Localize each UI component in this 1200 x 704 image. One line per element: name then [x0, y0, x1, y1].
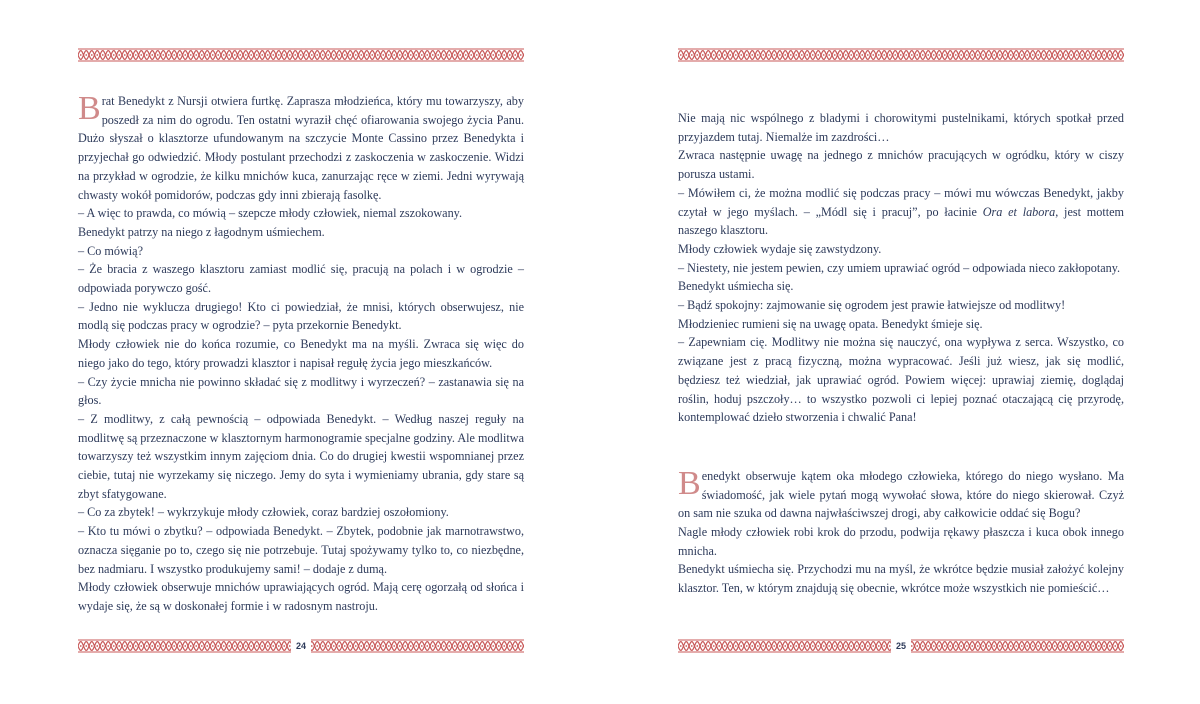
- paragraph: – A więc to prawda, co mówią – szepcze młody człowiek, niemal zszokowany.: [78, 206, 463, 221]
- paragraph: – Bądź spokojny: zajmowanie się ogrodem jest prawie łatwiejsze od modlitwy!: [678, 298, 1066, 313]
- drop-cap: B: [78, 90, 101, 127]
- right-page: [678, 0, 1124, 704]
- paragraph: – Kto tu mówi o zbytku? – odpowiada Benedykt. – Zbytek, podobnie jak marnotrawstwo, oznacza sięganie po to, czego się nie potrzebuje. Tutaj spożywamy tylko to, co niezbędne, bez nadmiaru. I wszystko produkujemy sami! – dodaje z dumą.: [78, 524, 524, 576]
- paragraph: Młody człowiek nie do końca rozumie, co Benedykt ma na myśli. Zwraca się więc do niego jako do tego, który prowadzi klasztor i napisał regułę życia jego mieszkańców.: [78, 337, 524, 370]
- paragraph: – Zapewniam cię. Modlitwy nie można się nauczyć, ona wypływa z serca. Wszystko, co związane jest z pracą fizyczną, można wypracować. Jeśli już wiesz, jak się modlić, będziesz też wiedział, jak uprawiać ogród. Powiem więcej: uprawiaj ziemię, doglądaj roślin, hoduj pszczoły… to wszystko pozwoli ci lepiej poznać otaczającą cię przyrodę, kontemplować dzieło stworzenia i chwalić Pana!: [678, 335, 1124, 425]
- paragraph: – Co mówią?: [78, 243, 143, 258]
- paragraph: Nagle młody człowiek robi krok do przodu, podwija rękawy płaszcza i kuca obok innego mnicha.: [678, 525, 1124, 558]
- paragraph: – Że bracia z waszego klasztoru zamiast modlić się, pracują na polach i w ogrodzie – odpowiada porywczo gość.: [78, 262, 524, 296]
- top-ornament-border-icon: [678, 48, 1124, 62]
- paragraph: Zwraca następnie uwagę na jednego z mnichów pracujących w ogródku, który w ciszy porusza ustami.: [678, 148, 1124, 182]
- opening-paragraph: Brat Benedykt z Nursji otwiera furtkę. Zaprasza młodzieńca, który mu towarzyszy, aby poszedł za nim do ogrodu. Ten ostatni wyraził chęć ofiarowania swojego życia Panu. Dużo słyszał o klasztorze ufundowanym na szczycie Monte Cassino przez Benedykta i przyjechał go odwiedzić. Młody postulant przechodzi z zaskoczenia w zaskoczenie. Widzi na przykład w ogrodzie, że kilku mnichów kuca, zanurzając ręce w ziemi. Jedni wyrywają chwasty wokół pomidorów, podczas gdy inni zbierają fasolkę.: [78, 90, 524, 202]
- left-page-text: [78, 92, 524, 616]
- paragraph: Benedykt patrzy na niego z łagodnym uśmiechem.: [78, 224, 325, 239]
- paragraph: Benedykt uśmiecha się.: [678, 279, 794, 294]
- paragraph: – Mówiłem ci, że można modlić się podczas pracy – mówi mu wówczas Benedykt, jakby czytał w jego myślach. – „Módl się i pracuj”, po łacinie Ora et labora, jest mottem naszego klasztoru.: [678, 185, 1125, 238]
- paragraph: Młodzieniec rumieni się na uwagę opata. Benedykt śmieje się.: [678, 316, 983, 331]
- paragraph: – Co za zbytek! – wykrzykuje młody człowiek, coraz bardziej oszołomiony.: [78, 505, 449, 520]
- paragraph: – Z modlitwy, z całą pewnością – odpowiada Benedykt. – Według naszej reguły na modlitwę są przeznaczone w klasztornym harmonogramie specjalne godziny. Ale modlitwa towarzyszy też wszystkim innym zajęciom dnia. Co do drugiej kwestii wspomnianej przez ciebie, tutaj nie wyrzekamy się niczego. Jemy do syta i wymieniamy ubrania, gdy stare są zbyt sfatygowane.: [78, 411, 524, 501]
- drop-cap: B: [678, 464, 701, 502]
- paragraph: – Jedno nie wyklucza drugiego! Kto ci powiedział, że mnisi, których obserwujesz, nie modlą się podczas pracy w ogrodzie? – pyta przekornie Benedykt.: [78, 299, 524, 333]
- paragraph: Nie mają nic wspólnego z bladymi i chorowitymi pustelnikami, których spotkał przed przyjazdem tutaj. Niemalże im zazdrości…: [678, 111, 1124, 144]
- latin-motto: Ora et labora: [982, 204, 1056, 219]
- page-number: 24: [291, 637, 311, 655]
- left-page: [78, 0, 524, 704]
- opening-paragraph: Benedykt obserwuje kątem oka młodego człowieka, którego do niego wysłano. Ma świadomość, jak wiele pytań mogą wywołać słowa, które do niego skierował. Czyż on sam nie szuka od dawna najwłaściwszej drogi, aby całkowicie oddać się Bogu?: [678, 464, 1124, 521]
- right-page-text: [678, 109, 1124, 598]
- paragraph: – Czy życie mnicha nie powinno składać się z modlitwy i wyrzeczeń? – zastanawia się na głos.: [78, 374, 524, 408]
- paragraph: Młody człowiek obserwuje mnichów uprawiających ogród. Mają cerę ogorzałą od słońca i wydaje się, że są w doskonałej formie i w radosnym nastroju.: [78, 580, 524, 613]
- paragraph: – Niestety, nie jestem pewien, czy umiem uprawiać ogród – odpowiada nieco zakłopotany.: [678, 260, 1121, 275]
- top-ornament-border-icon: [78, 48, 524, 62]
- page-number: 25: [891, 637, 911, 655]
- paragraph: Młody człowiek wydaje się zawstydzony.: [678, 241, 882, 256]
- paragraph: Benedykt uśmiecha się. Przychodzi mu na myśl, że wkrótce będzie musiał założyć kolejny klasztor. Ten, w którym znajdują się obecnie, wkrótce może wszystkich nie pomieścić…: [678, 562, 1124, 596]
